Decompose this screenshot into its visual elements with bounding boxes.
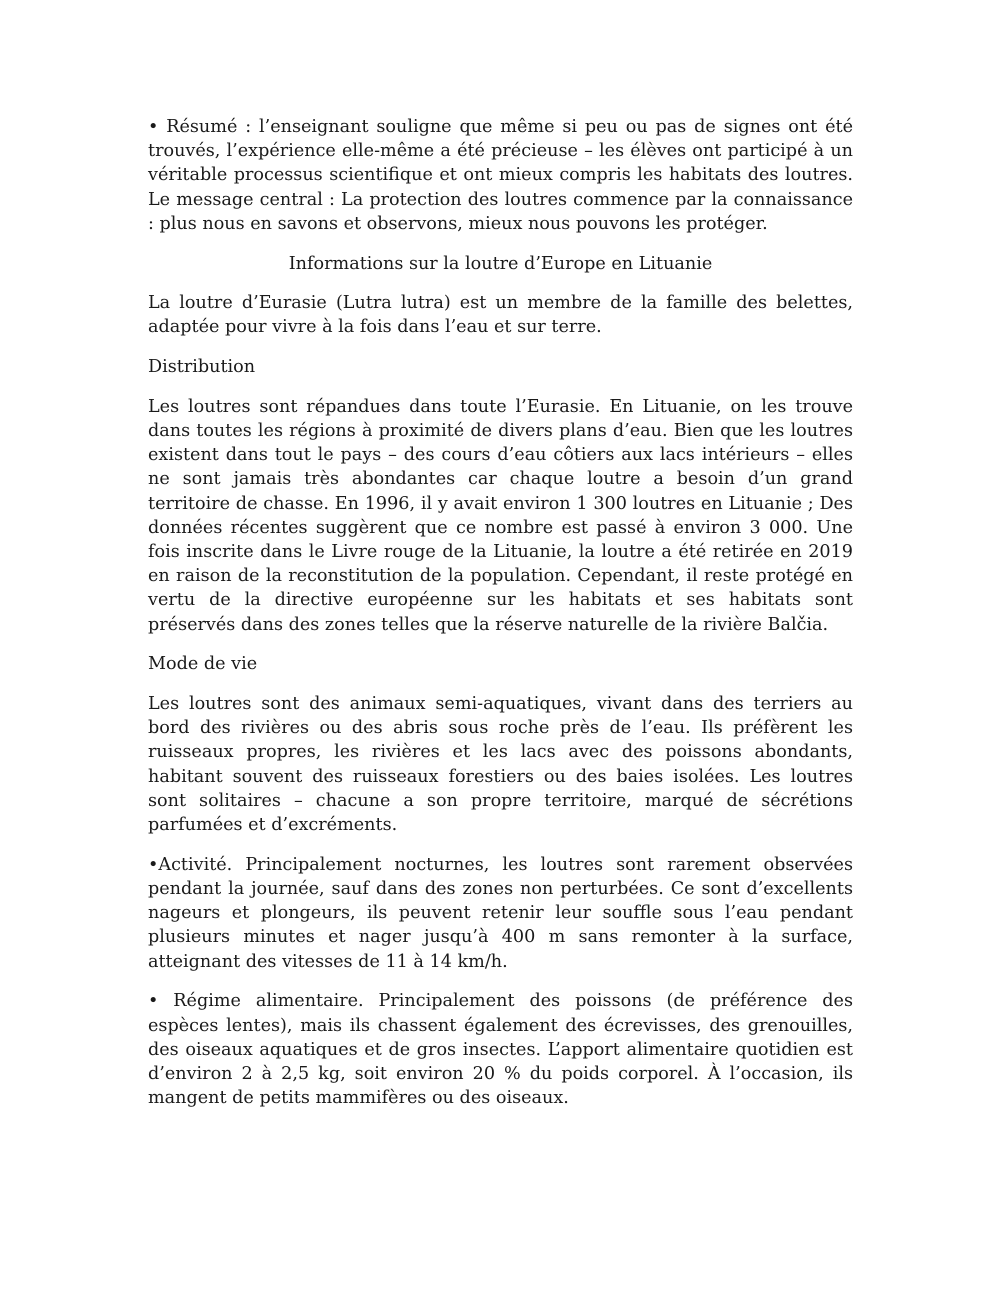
document-page [148, 115, 853, 1126]
lifestyle-paragraph: Les loutres sont des animaux semi-aquatiques, vivant dans des terriers au bord des rivières ou des abris sous roche près de l’eau. Ils préfèrent les ruisseaux propres, les rivières et les lacs avec des poissons abondants, habitant souvent des ruisseaux forestiers ou des baies isolées. Les loutres sont solitaires – chacune a son propre territoire, marqué de sécrétions parfumées et d’excréments. [148, 694, 853, 836]
activity-paragraph: •Activité. Principalement nocturnes, les loutres sont rarement observées pendant la journée, sauf dans des zones non perturbées. Ce sont d’excellents nageurs et plongeurs, ils peuvent retenir leur souffle sous l’eau pendant plusieurs minutes et nager jusqu’à 400 m sans remonter à la surface, atteignant des vitesses de 11 à 14 km/h. [148, 854, 853, 972]
summary-paragraph: • Résumé : l’enseignant souligne que même si peu ou pas de signes ont été trouvés, l’expérience elle-même a été précieuse – les élèves ont participé à un véritable processus scientifique et ont mieux compris les habitats des loutres. Le message central : La protection des loutres commence par la connaissance : plus nous en savons et observons, mieux nous pouvons les protéger. [148, 117, 853, 234]
document-title: Informations sur la loutre d’Europe en Lituanie [288, 253, 713, 274]
lifestyle-heading: Mode de vie [148, 654, 258, 675]
intro-paragraph: La loutre d’Eurasie (Lutra lutra) est un membre de la famille des belettes, adaptée pour vivre à la fois dans l’eau et sur terre. [148, 293, 853, 338]
distribution-paragraph: Les loutres sont répandues dans toute l’Eurasie. En Lituanie, on les trouve dans toutes les régions à proximité de divers plans d’eau. Bien que les loutres existent dans tout le pays – des cours d’eau côtiers aux lacs intérieurs – elles ne sont jamais très abondantes car chaque loutre a besoin d’un grand territoire de chasse. En 1996, il y avait environ 1 300 loutres en Lituanie ; Des données récentes suggèrent que ce nombre est passé à environ 3 000. Une fois inscrite dans le Livre rouge de la Lituanie, la loutre a été retirée en 2019 en raison de la reconstitution de la population. Cependant, il reste protégé en vertu de la directive européenne sur les habitats et ses habitats sont préservés dans des zones telles que la réserve naturelle de la rivière Balčia. [148, 396, 853, 635]
diet-paragraph: • Régime alimentaire. Principalement des poissons (de préférence des espèces lentes), mais ils chassent également des écrevisses, des grenouilles, des oiseaux aquatiques et de gros insectes. L’apport alimentaire quotidien est d’environ 2 à 2,5 kg, soit environ 20 % du poids corporel. À l’occasion, ils mangent de petits mammifères ou des oiseaux. [148, 991, 853, 1109]
distribution-heading: Distribution [148, 357, 256, 378]
